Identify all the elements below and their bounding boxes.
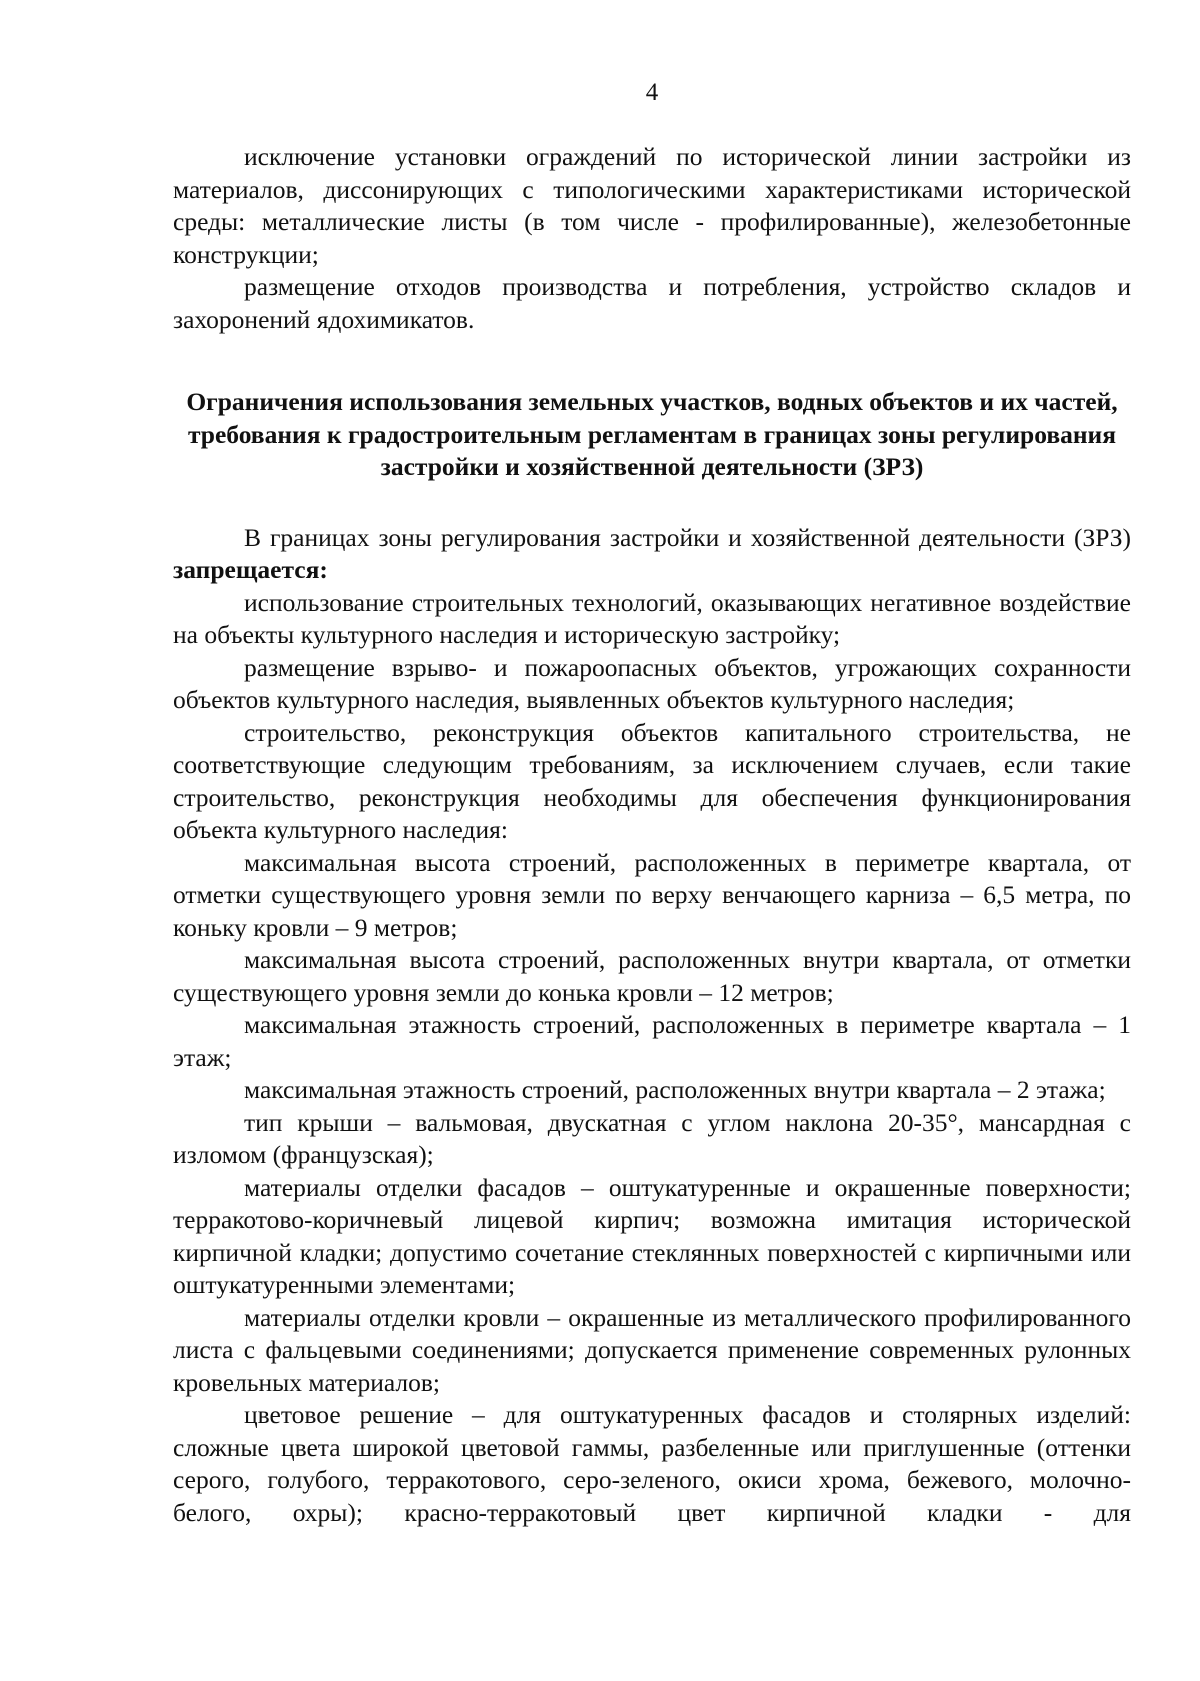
paragraph-height-perimeter: максимальная высота строений, расположенных в периметре квартала, от отметки существующего уровня земли по верху венчающего карниза – 6,5 метра, по коньку кровли – 9 метров; bbox=[173, 847, 1131, 942]
intro-text: В границах зоны регулирования застройки и хозяйственной деятельности (ЗРЗ) bbox=[244, 522, 1131, 552]
paragraph-fence-restriction: исключение установки ограждений по исторической линии застройки из материалов, диссонирующих с типологическими характеристиками исторической среды: металлические листы (в том числе - профилированные), железобетонные конструкции; bbox=[173, 142, 1131, 269]
paragraph-color-scheme: цветовое решение – для оштукатуренных фасадов и столярных изделий: сложные цвета широкой цветовой гаммы, разбеленные или приглушенные (оттенки серого, голубого, терракотового, серо-зеленого, окиси хрома, бежевого, молочно-белого, охры); красно-терракотовый цвет кирпичной кладки - для bbox=[173, 1400, 1131, 1527]
paragraph-floors-inner: максимальная этажность строений, расположенных внутри квартала – 2 этажа; bbox=[244, 1075, 1106, 1104]
paragraph-floors-perimeter: максимальная этажность строений, расположенных в периметре квартала – 1 этаж; bbox=[173, 1010, 1131, 1072]
paragraph-height-inner: максимальная высота строений, расположенных внутри квартала, от отметки существующего уровня земли до конька кровли – 12 метров; bbox=[173, 945, 1131, 1007]
section-heading: Ограничения использования земельных участков, водных объектов и их частей, требования к градостроительным регламентам в границах зоны регулирования застройки и хозяйственной деятельности (ЗРЗ) bbox=[186, 387, 1118, 481]
paragraph-construction: строительство, реконструкция объектов капитального строительства, не соответствующие следующим требованиям, за исключением случаев, если такие строительство, реконструкция необходимы для обеспечения функционирования объекта культурного наследия: bbox=[173, 717, 1131, 844]
paragraph-hazardous-objects: размещение взрыво- и пожароопасных объектов, угрожающих сохранности объектов культурного наследия, выявленных объектов культурного наследия; bbox=[173, 652, 1131, 714]
paragraph-waste-restriction: размещение отходов производства и потребления, устройство складов и захоронений ядохимикатов. bbox=[173, 272, 1131, 334]
paragraph-intro bbox=[173, 522, 1131, 587]
document-body bbox=[173, 141, 1131, 1529]
paragraph-technologies: использование строительных технологий, оказывающих негативное воздействие на объекты культурного наследия и историческую застройку; bbox=[173, 587, 1131, 649]
paragraph-roof-type: тип крыши – вальмовая, двускатная с углом наклона 20-35°, мансардная с изломом (французская); bbox=[173, 1107, 1131, 1169]
page-number: 4 bbox=[645, 79, 659, 106]
intro-bold: запрещается: bbox=[173, 555, 328, 584]
paragraph-facade-materials: материалы отделки фасадов – оштукатуренные и окрашенные поверхности; терракотово-коричневый лицевой кирпич; возможна имитация исторической кирпичной кладки; допустимо сочетание стеклянных поверхностей с кирпичными или оштукатуренными элементами; bbox=[173, 1172, 1131, 1299]
paragraph-roof-materials: материалы отделки кровли – окрашенные из металлического профилированного листа с фальцевыми соединениями; допускается применение современных рулонных кровельных материалов; bbox=[173, 1302, 1131, 1397]
